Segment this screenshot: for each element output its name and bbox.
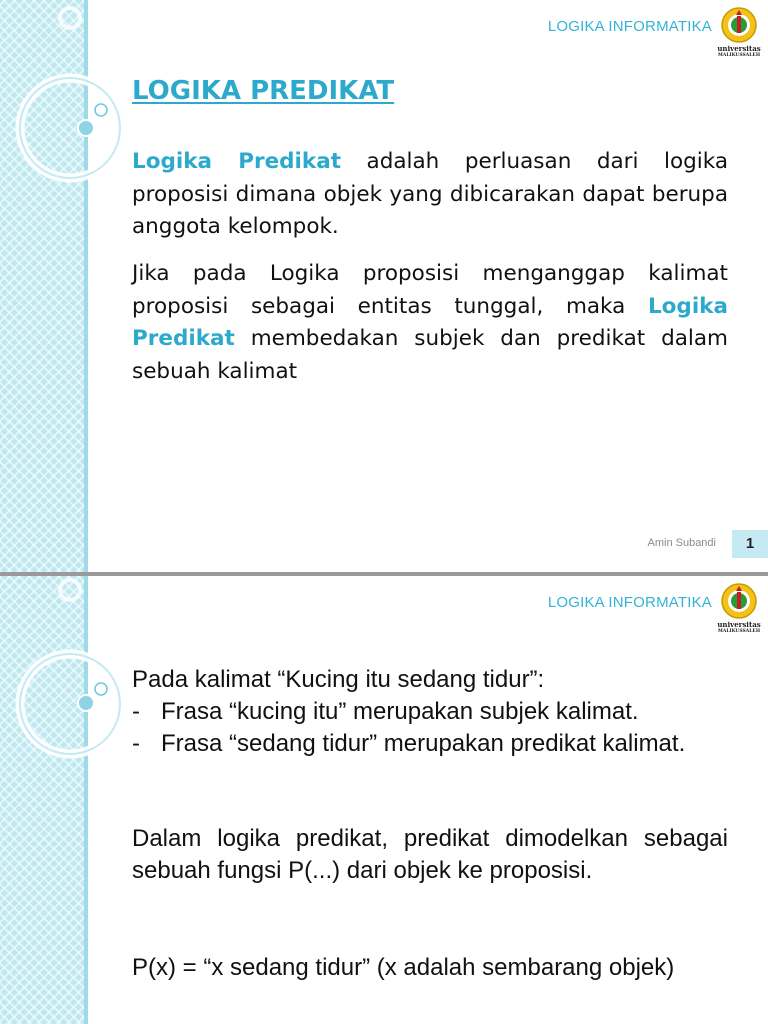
paragraph-text: membedakan subjek dan predikat dalam sebuah kalimat: [132, 326, 728, 384]
university-logo: [716, 582, 762, 640]
model-paragraph: Dalam logika predikat, predikat dimodelkan sebagai sebuah fungsi P(...) dari objek ke proposisi.: [132, 825, 728, 884]
author-name: Amin Subandi: [647, 537, 716, 549]
course-header: LOGIKA INFORMATIKA: [547, 18, 712, 35]
bullet-text: Frasa “sedang tidur” merupakan predikat kalimat.: [161, 730, 686, 757]
logo-text-line2: MALIKUSSALEH: [717, 629, 761, 634]
bullet-text: Frasa “kucing itu” merupakan subjek kalimat.: [161, 698, 639, 725]
bullet-item: [132, 728, 728, 760]
logo-text-line1: universitas: [717, 620, 761, 629]
definition-paragraph: [132, 146, 728, 244]
bullet-item: [132, 696, 728, 728]
university-emblem-icon: [716, 6, 762, 44]
comparison-paragraph: [132, 258, 728, 388]
bullet-dash: -: [132, 698, 140, 725]
course-header: LOGIKA INFORMATIKA: [547, 594, 712, 611]
university-logo: [716, 6, 762, 64]
logo-text-line1: universitas: [717, 44, 761, 53]
paragraph-text: adalah perluasan dari logika proposisi dimana objek yang dibicarakan dapat berupa anggota kelompok.: [132, 149, 728, 239]
example-block: [132, 664, 728, 760]
page-number: 1: [732, 530, 768, 558]
logo-text-line2: MALIKUSSALEH: [717, 53, 761, 58]
intro-sentence: Pada kalimat “Kucing itu sedang tidur”:: [132, 666, 545, 693]
bullet-dash: -: [132, 730, 140, 757]
slide-title: LOGIKA PREDIKAT: [132, 76, 395, 106]
formula-paragraph: P(x) = “x sedang tidur” (x adalah sembarang objek): [132, 954, 675, 981]
paragraph-text: Jika pada Logika proposisi menganggap kalimat proposisi sebagai entitas tunggal, maka: [132, 261, 728, 319]
highlight-term: Logika Predikat: [132, 149, 341, 174]
decorative-circles: [0, 0, 130, 572]
highlight-term: Logika Predikat: [132, 293, 728, 351]
university-emblem-icon: [716, 582, 762, 620]
decorative-circles: [0, 576, 130, 1024]
slide-2: [0, 576, 768, 1024]
